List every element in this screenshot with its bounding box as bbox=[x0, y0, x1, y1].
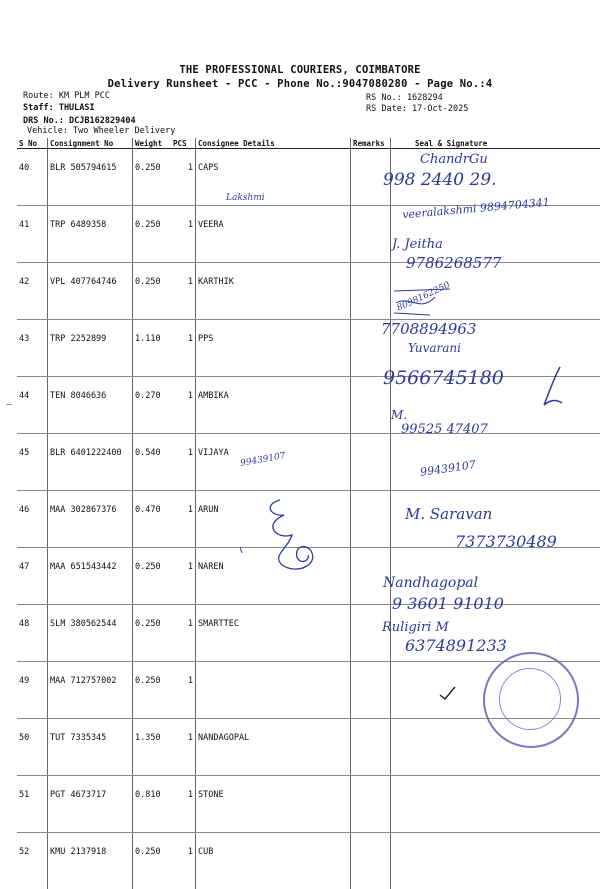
cell-pcs: 1 bbox=[171, 434, 196, 491]
cell-sno: 51 bbox=[17, 776, 48, 833]
table-row bbox=[17, 833, 600, 889]
phone-r51: 6374891233 bbox=[405, 636, 507, 655]
phone-r47-left: 99439107 bbox=[239, 451, 286, 469]
cell-remarks bbox=[351, 206, 391, 263]
col-remarks: Remarks bbox=[351, 138, 391, 149]
check-mark bbox=[437, 683, 459, 703]
cell-remarks bbox=[351, 491, 391, 548]
cell-weight: 0.270 bbox=[133, 377, 172, 434]
company-name: THE PROFESSIONAL COURIERS, COIMBATORE bbox=[0, 64, 600, 76]
seal-stamp-inner bbox=[499, 668, 561, 730]
cell-consignee: NAREN bbox=[196, 548, 351, 605]
cell-pcs: 1 bbox=[171, 377, 196, 434]
cell-consignee: SMARTTEC bbox=[196, 605, 351, 662]
cell-consignee: VEERA bbox=[196, 206, 351, 263]
cell-consignment: BLR 6401222400 bbox=[48, 434, 133, 491]
cell-remarks bbox=[351, 776, 391, 833]
cell-pcs: 1 bbox=[171, 263, 196, 320]
cell-sno: 44 bbox=[17, 377, 48, 434]
cell-weight: 0.250 bbox=[133, 206, 172, 263]
staff: Staff: THULASI bbox=[23, 103, 95, 113]
cell-sno: 52 bbox=[17, 833, 48, 889]
cell-sno: 41 bbox=[17, 206, 48, 263]
table-row bbox=[17, 434, 600, 491]
cell-sno: 40 bbox=[17, 149, 48, 206]
cell-consignment: PGT 4673717 bbox=[48, 776, 133, 833]
cell-weight: 0.540 bbox=[133, 434, 172, 491]
cell-consignee bbox=[196, 662, 351, 719]
table-row bbox=[17, 263, 600, 320]
cell-pcs: 1 bbox=[171, 662, 196, 719]
col-consignment: Consignment No bbox=[48, 138, 133, 149]
table-row bbox=[17, 320, 600, 377]
cell-weight: 0.250 bbox=[133, 263, 172, 320]
phone-r49: 7373730489 bbox=[455, 532, 557, 551]
col-weight: Weight bbox=[133, 138, 172, 149]
cell-consignee: VIJAYA bbox=[196, 434, 351, 491]
cell-consignment: MAA 302867376 bbox=[48, 491, 133, 548]
cell-sno: 47 bbox=[17, 548, 48, 605]
cell-pcs: 1 bbox=[171, 149, 196, 206]
cell-weight: 0.470 bbox=[133, 491, 172, 548]
cell-weight: 1.350 bbox=[133, 719, 172, 776]
phone-r44: 7708894963 bbox=[381, 320, 476, 338]
cell-seal bbox=[391, 776, 600, 833]
scribble-box bbox=[390, 285, 470, 320]
cell-pcs: 1 bbox=[171, 491, 196, 548]
signature-r50: Nandhagopal bbox=[383, 575, 478, 591]
phone-r47: 99439107 bbox=[419, 458, 476, 479]
cell-remarks bbox=[351, 719, 391, 776]
cell-pcs: 1 bbox=[171, 833, 196, 889]
cell-consignment: TRP 6489358 bbox=[48, 206, 133, 263]
route: Route: KM PLM PCC bbox=[23, 91, 110, 101]
cell-remarks bbox=[351, 833, 391, 889]
vehicle: Vehicle: Two Wheeler Delivery bbox=[27, 126, 175, 136]
cell-pcs: 1 bbox=[171, 776, 196, 833]
table-row bbox=[17, 206, 600, 263]
signature-r46: M. bbox=[391, 408, 407, 422]
cell-consignment: VPL 407764746 bbox=[48, 263, 133, 320]
cell-consignment: MAA 712757002 bbox=[48, 662, 133, 719]
cell-consignee: CUB bbox=[196, 833, 351, 889]
signature-r51: Ruligiri M bbox=[382, 620, 449, 635]
col-seal: Seal & Signature bbox=[391, 138, 600, 149]
edge-mark bbox=[6, 404, 12, 405]
phone-r45: 9566745180 bbox=[383, 367, 504, 389]
cell-weight: 0.250 bbox=[133, 548, 172, 605]
cell-remarks bbox=[351, 434, 391, 491]
cell-sno: 50 bbox=[17, 719, 48, 776]
cell-pcs: 1 bbox=[171, 548, 196, 605]
rs-date: RS Date: 17-Oct-2025 bbox=[366, 104, 468, 114]
table-row bbox=[17, 377, 600, 434]
drs-number: DRS No.: DCJB162829404 bbox=[23, 116, 136, 126]
arrow-mark bbox=[538, 365, 568, 410]
seal-stamp bbox=[483, 652, 579, 748]
cell-consignee: CAPS bbox=[196, 149, 351, 206]
cell-consignment: MAA 651543442 bbox=[48, 548, 133, 605]
signature-r42: J. Jeitha bbox=[392, 237, 443, 252]
cell-weight: 1.110 bbox=[133, 320, 172, 377]
col-sno: S No bbox=[17, 138, 48, 149]
phone-r42: 9786268577 bbox=[406, 254, 501, 272]
cell-sno: 43 bbox=[17, 320, 48, 377]
phone-r43: 8098162250 bbox=[396, 280, 452, 313]
cell-weight: 0.250 bbox=[133, 149, 172, 206]
cell-pcs: 1 bbox=[171, 605, 196, 662]
cell-remarks bbox=[351, 263, 391, 320]
note-r41: Lakshmi bbox=[226, 193, 265, 203]
rs-number: RS No.: 1628294 bbox=[366, 93, 443, 103]
phone-r40: 998 2440 29. bbox=[383, 170, 497, 190]
cell-pcs: 1 bbox=[171, 206, 196, 263]
signature-r48: M. Saravan bbox=[405, 505, 492, 523]
cell-consignment: TEN 8046636 bbox=[48, 377, 133, 434]
table-header-row bbox=[17, 138, 600, 149]
cell-consignment: SLM 380562544 bbox=[48, 605, 133, 662]
cell-seal bbox=[391, 833, 600, 889]
table-row bbox=[17, 149, 600, 206]
cell-consignee: AMBIKA bbox=[196, 377, 351, 434]
cell-sno: 42 bbox=[17, 263, 48, 320]
cell-sno: 46 bbox=[17, 491, 48, 548]
col-pcs: PCS bbox=[171, 138, 196, 149]
table-row bbox=[17, 776, 600, 833]
cell-consignment: TUT 7335345 bbox=[48, 719, 133, 776]
cell-remarks bbox=[351, 662, 391, 719]
cell-consignee: NANDAGOPAL bbox=[196, 719, 351, 776]
col-details: Consignee Details bbox=[196, 138, 351, 149]
cell-weight: 0.810 bbox=[133, 776, 172, 833]
phone-r46: 99525 47407 bbox=[401, 422, 488, 437]
cell-consignment: KMU 2137918 bbox=[48, 833, 133, 889]
cell-pcs: 1 bbox=[171, 320, 196, 377]
cell-weight: 0.250 bbox=[133, 833, 172, 889]
cell-consignee: STONE bbox=[196, 776, 351, 833]
cell-consignee: PPS bbox=[196, 320, 351, 377]
cell-weight: 0.250 bbox=[133, 605, 172, 662]
signature-r44: Yuvarani bbox=[408, 341, 461, 355]
cell-consignment: TRP 2252899 bbox=[48, 320, 133, 377]
scribble-signature bbox=[232, 495, 327, 575]
cell-consignee: ARUN bbox=[196, 491, 351, 548]
phone-r50: 9 3601 91010 bbox=[392, 594, 504, 613]
signature-r41: veeralakshmi 9894704341 bbox=[402, 196, 551, 222]
runsheet-title: Delivery Runsheet - PCC - Phone No.:9047080280 - Page No.:4 bbox=[0, 78, 600, 90]
cell-sno: 45 bbox=[17, 434, 48, 491]
cell-pcs: 1 bbox=[171, 719, 196, 776]
cell-weight: 0.250 bbox=[133, 662, 172, 719]
cell-sno: 48 bbox=[17, 605, 48, 662]
cell-seal bbox=[391, 434, 600, 491]
cell-sno: 49 bbox=[17, 662, 48, 719]
cell-consignment: BLR 505794615 bbox=[48, 149, 133, 206]
cell-consignee: KARTHIK bbox=[196, 263, 351, 320]
table-row bbox=[17, 605, 600, 662]
signature-r40: ChandrGu bbox=[420, 152, 488, 167]
